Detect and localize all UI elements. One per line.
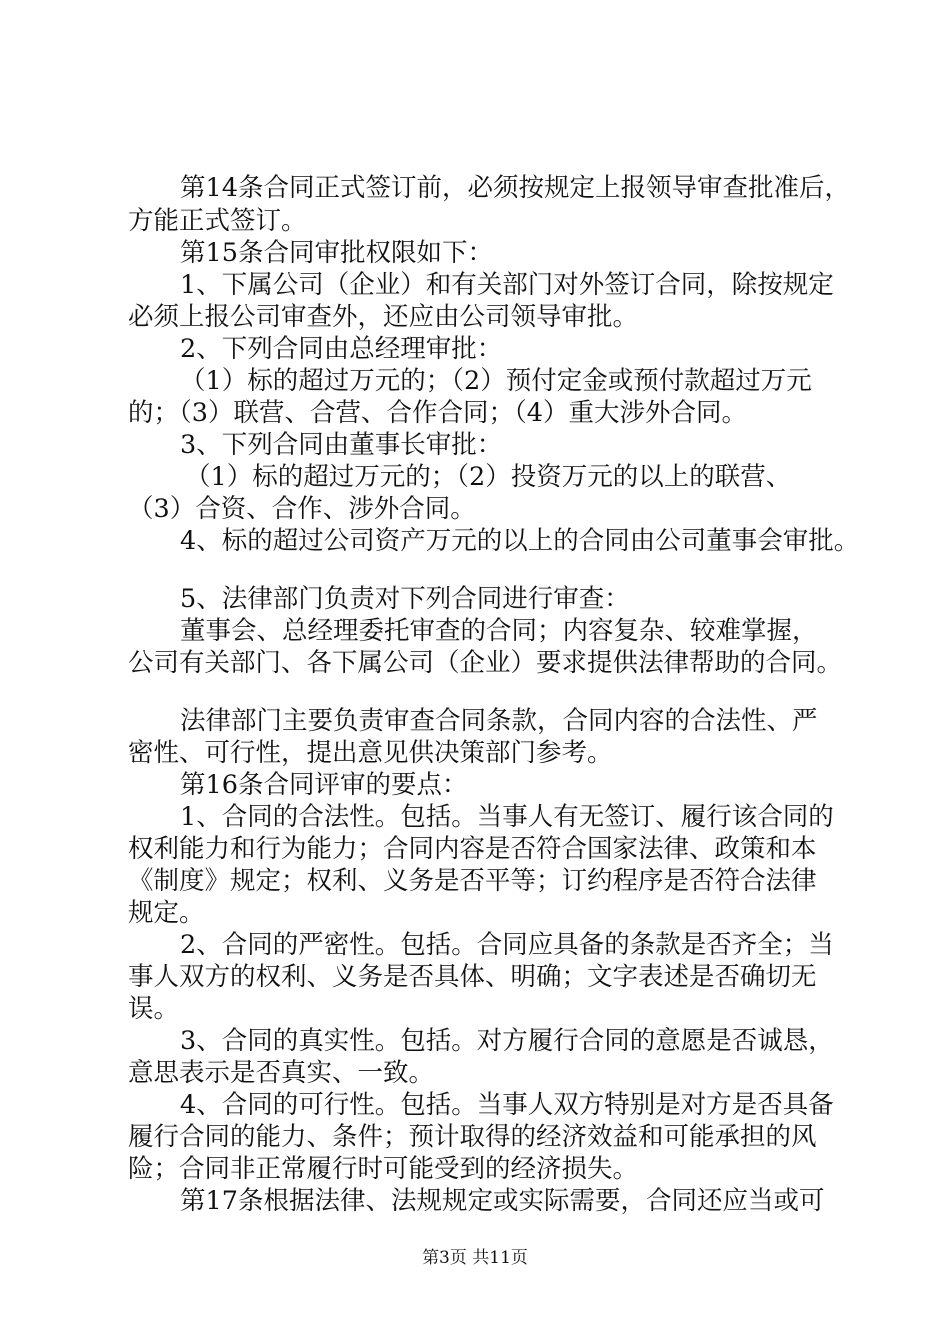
text-line: 履行合同的能力、条件；预计取得的经济效益和可能承担的风 (128, 1122, 817, 1152)
text-line: 4、合同的可行性。包括。当事人双方特别是对方是否具备 (180, 1090, 834, 1120)
text-line: 第15条合同审批权限如下： (180, 238, 493, 268)
text-line: 的；（3）联营、合营、合作合同；（4）重大涉外合同。 (128, 398, 747, 428)
text-line: 1、合同的合法性。包括。当事人有无签订、履行该合同的 (180, 802, 834, 832)
text-line: （1）标的超过万元的；（2）投资万元的以上的联营、 (185, 462, 792, 492)
text-line: 1、下属公司（企业）和有关部门对外签订合同，除按规定 (180, 270, 834, 300)
text-line: （3）合资、合作、涉外合同。 (128, 494, 476, 524)
text-line: 险；合同非正常履行时可能受到的经济损失。 (128, 1154, 639, 1184)
text-line: 事人双方的权利、义务是否具体、明确；文字表述是否确切无 (128, 962, 817, 992)
text-line: 2、合同的严密性。包括。合同应具备的条款是否齐全；当 (180, 930, 834, 960)
text-line: 规定。 (128, 898, 205, 928)
text-line: 第14条合同正式签订前，必须按规定上报领导审查批准后， (180, 173, 850, 203)
text-line: 法律部门主要负责审查合同条款，合同内容的合法性、严 (180, 706, 818, 736)
page-number-footer: 第3页 共11页 (422, 1248, 528, 1268)
text-line: 第17条根据法律、法规规定或实际需要，合同还应当或可 (180, 1186, 825, 1216)
text-line: 意思表示是否真实、一致。 (128, 1058, 435, 1088)
text-line: 第16条合同评审的要点： (180, 770, 468, 800)
text-line: 权利能力和行为能力；合同内容是否符合国家法律、政策和本 (128, 834, 817, 864)
text-line: 误。 (128, 994, 180, 1024)
text-line: 方能正式签订。 (128, 206, 307, 236)
text-line: 《制度》规定；权利、义务是否平等；订约程序是否符合法律 (128, 866, 817, 896)
text-line: 密性、可行性，提出意见供决策部门参考。 (128, 738, 613, 768)
text-line: 3、下列合同由董事长审批： (180, 430, 503, 460)
text-line: 3、合同的真实性。包括。对方履行合同的意愿是否诚恳， (180, 1026, 834, 1056)
text-line: （1）标的超过万元的；（2）预付定金或预付款超过万元 (180, 366, 812, 396)
text-line: 4、标的超过公司资产万元的以上的合同由公司董事会审批。 (180, 526, 860, 556)
text-line: 公司有关部门、各下属公司（企业）要求提供法律帮助的合同。 (128, 648, 843, 678)
text-line: 董事会、总经理委托审查的合同；内容复杂、较难掌握， (180, 616, 818, 646)
text-line: 必须上报公司审查外，还应由公司领导审批。 (128, 302, 639, 332)
text-line: 2、下列合同由总经理审批： (180, 334, 503, 364)
text-line: 5、法律部门负责对下列合同进行审查： (180, 584, 630, 614)
